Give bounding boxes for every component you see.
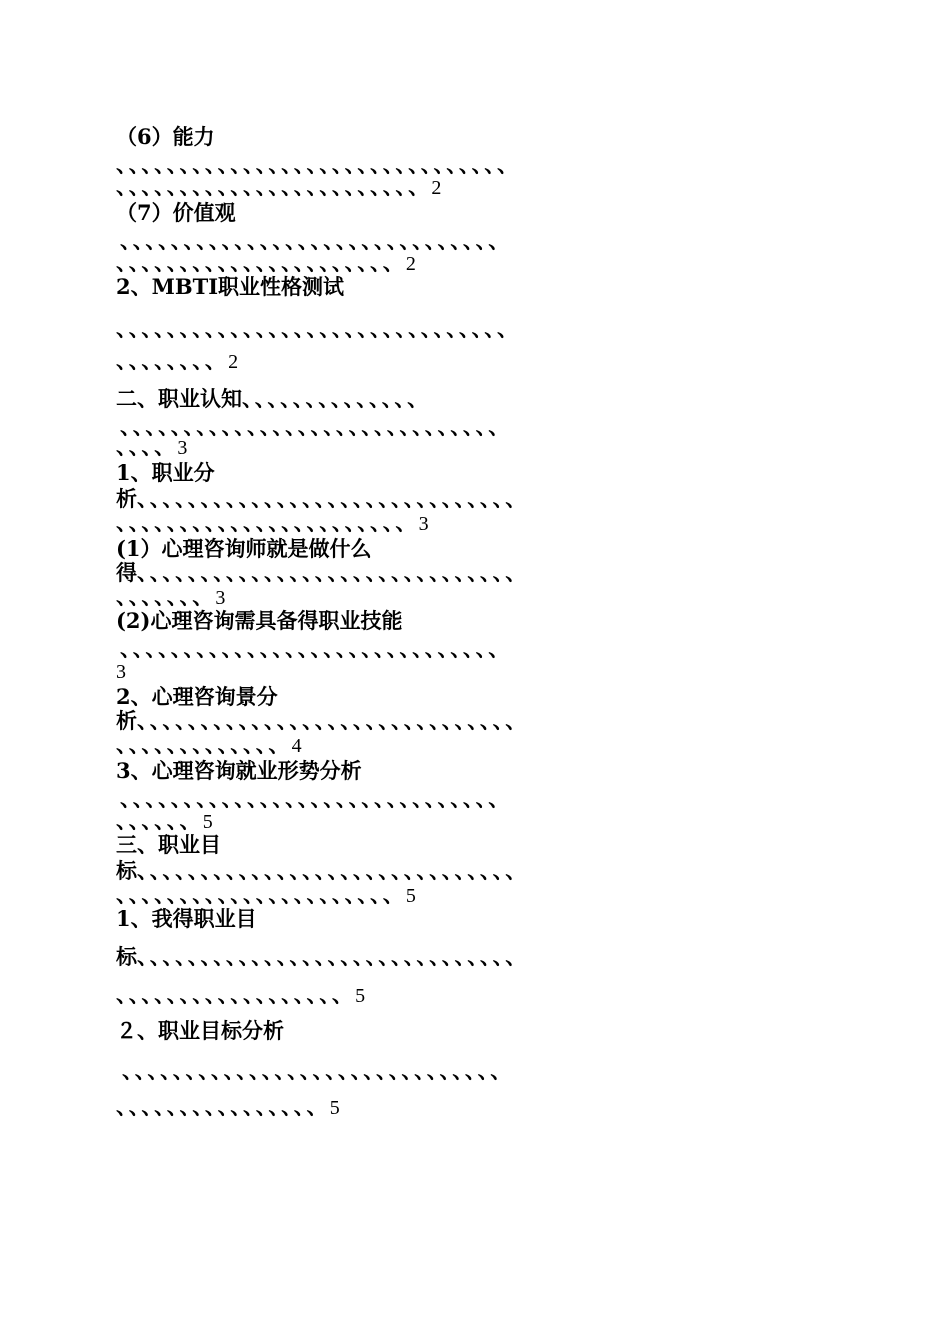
toc-entry-title-cont: 得 xyxy=(116,560,137,585)
toc-entry-title: 1、我得职业目 xyxy=(116,906,257,931)
toc-leader-dots: 、、、、、、、、、、、、、、、、、、、、、、、、、、、、、、、 xyxy=(116,152,521,177)
toc-entry-title: (1）心理咨询师就是做什么 xyxy=(116,536,372,561)
toc-page-number: 3 xyxy=(116,661,126,683)
toc-entry-title: 1、职业分 xyxy=(116,460,215,485)
toc-entry-tail xyxy=(116,882,416,909)
toc-entry-title-cont: 标 xyxy=(116,858,137,883)
toc-entry-tail xyxy=(116,584,225,611)
toc-entry-tail xyxy=(116,510,429,537)
toc-page-number: 2 xyxy=(405,253,416,275)
toc-leader-dots: 、、、、、、、、、、、、、、、、、、、、、、、、、、、、、、 xyxy=(120,786,512,811)
toc-leader-dots: 、、、、、、、 xyxy=(116,584,216,609)
toc-entry-tail xyxy=(116,174,441,201)
toc-entry-tail xyxy=(116,250,416,277)
toc-entry-continuation xyxy=(116,560,529,586)
toc-entry-title-text: 二、职业认知 xyxy=(116,386,242,411)
toc-page-number: 2 xyxy=(228,351,239,373)
toc-entry-tail xyxy=(116,732,302,759)
toc-page-number: 5 xyxy=(202,811,213,833)
toc-page-number: 4 xyxy=(291,735,302,757)
toc-entry-title-cont: 析 xyxy=(116,486,137,511)
toc-page-number: 5 xyxy=(405,885,416,907)
toc-entry-tail xyxy=(116,982,365,1009)
toc-entry-title: ２、职业目标分析 xyxy=(116,1018,284,1043)
toc-entry-title-cont: 析 xyxy=(116,708,137,733)
toc-entry-title: 2、MBTI职业性格测试 xyxy=(116,274,345,299)
toc-leader-dots: 、、、、、、、、、、、、、、、、、、 xyxy=(116,982,356,1007)
toc-entry-tail xyxy=(116,808,213,835)
toc-leader-dots: 、、、、、、、、、、、、、、、、 xyxy=(116,1094,330,1119)
toc-leader-dots: 、、、、、、、、 xyxy=(116,348,229,373)
toc-page-number: 5 xyxy=(329,1097,340,1119)
toc-page-number: 2 xyxy=(431,177,442,199)
toc-leader-dots: 、、、、、、、、、、、、、、、、、、、、、、、、、、、、、、 xyxy=(137,486,529,511)
toc-leader-dots: 、、、、、、、、、、、、、、、、、、、、、、、、、、、、、、 xyxy=(120,414,512,439)
toc-leader-dots: 、、、、、、、、、、、、、、、、、、、、、、 xyxy=(116,250,406,275)
toc-leader-dots: 、、、、、、、、、、、、、、、、、、、、、、、、、、、、、、、 xyxy=(116,316,521,341)
toc-entry-tail xyxy=(116,658,126,685)
toc-leader-dots: 、、、、、、、、、、、、、、、、、、、、、、、、 xyxy=(116,174,432,199)
toc-entry-title: 3、心理咨询就业形势分析 xyxy=(116,758,362,783)
toc-entry-tail xyxy=(116,434,187,461)
toc-leader-dots: 、、、、、、、、、、、、、、、、、、、、、、、、、、、、、、 xyxy=(120,636,512,661)
toc-entry-continuation xyxy=(116,486,529,512)
toc-leader-dots: 、、、、、、 xyxy=(116,808,203,833)
toc-leader-dots: 、、、、、、、、、、、、、、、、、、、、、、、、、、、、、、 xyxy=(137,858,529,883)
toc-entry-continuation xyxy=(116,944,529,970)
toc-leader-dots: 、、、、、、、、、、、、、、、、、、、、、、、、、、、、、、 xyxy=(137,944,529,969)
toc-entry-title: （6）能力 xyxy=(116,124,215,149)
toc-entry-continuation xyxy=(116,858,529,884)
toc-page-number: 3 xyxy=(177,437,188,459)
toc-entry-title-cont: 标 xyxy=(116,944,137,969)
toc-page-number: 3 xyxy=(215,587,226,609)
toc-leader-dots: 、、、、 xyxy=(116,434,178,459)
toc-entry-continuation xyxy=(116,708,529,734)
toc-leader-dots: 、、、、、、、、、、、、、、、、、、、、、、 xyxy=(116,882,406,907)
toc-leader-dots: 、、、、、、、、、、、、、、、、、、、、、、、、、、、、、、 xyxy=(120,228,512,253)
toc-leader-dots: 、、、、、、、、、、、、、、、、、、、、、、、、、、、、、、 xyxy=(137,560,529,585)
toc-entry-title xyxy=(116,386,430,412)
toc-leader-dots: 、、、、、、、、、、、、、、、、、、、、、、、 xyxy=(116,510,419,535)
toc-leader-dots: 、、、、、、、、、、、、、 xyxy=(116,732,292,757)
toc-entry-tail xyxy=(116,1094,340,1121)
toc-entry-title: 2、心理咨询景分 xyxy=(116,684,278,709)
toc-leader-dots: 、、、、、、、、、、、、、、、、、、、、、、、、、、、、、、 xyxy=(122,1058,514,1083)
toc-leader-dots: 、、、、、、、、、、、、、、 xyxy=(242,386,431,411)
toc-page-number: 3 xyxy=(418,513,429,535)
toc-page-number: 5 xyxy=(355,985,366,1007)
toc-entry-tail xyxy=(116,348,238,375)
toc-entry-title: （7）价值观 xyxy=(116,200,236,225)
toc-entry-title: (2)心理咨询需具备得职业技能 xyxy=(116,608,403,633)
toc-leader-dots: 、、、、、、、、、、、、、、、、、、、、、、、、、、、、、、 xyxy=(137,708,529,733)
toc-entry-title: 三、职业目 xyxy=(116,832,221,857)
